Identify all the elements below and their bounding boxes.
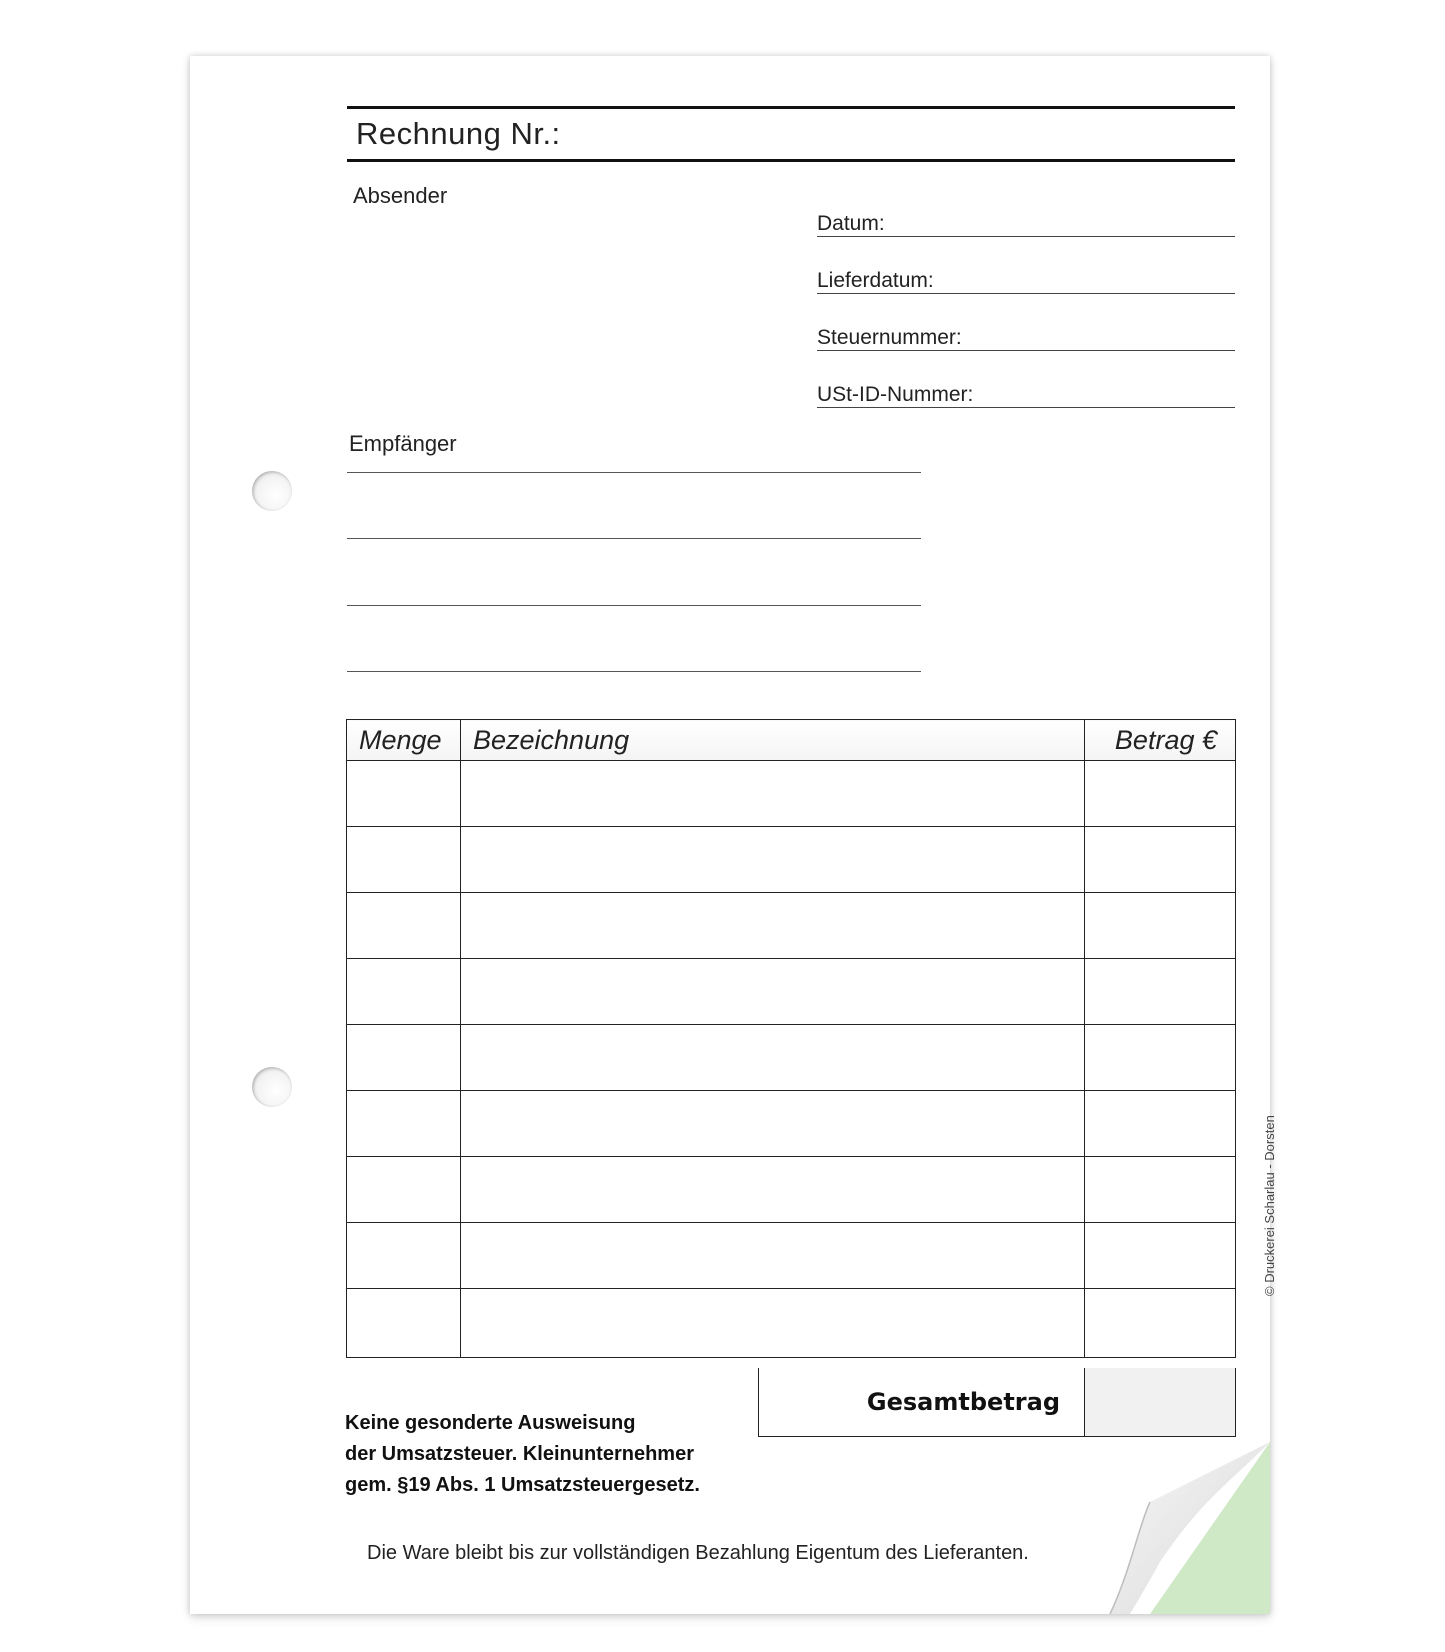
note-line: Keine gesonderte Ausweisung [345,1412,636,1434]
quantity-cell[interactable] [347,827,461,893]
quantity-cell[interactable] [347,1289,461,1358]
quantity-cell[interactable] [347,1091,461,1157]
table-row [347,1289,1236,1358]
recipient-line[interactable] [347,671,921,672]
title-rule-top [347,106,1235,109]
delivery-date-field[interactable] [817,263,1235,294]
amount-cell[interactable] [1085,761,1236,827]
table-row [347,959,1236,1025]
description-cell[interactable] [461,893,1085,959]
quantity-cell[interactable] [347,1223,461,1289]
delivery-date-label: Lieferdatum: [817,269,934,292]
quantity-cell[interactable] [347,1157,461,1223]
total-amount-label: Gesamtbetrag [866,1388,1060,1416]
note-line: gem. §19 Abs. 1 Umsatzsteuergesetz. [345,1474,700,1496]
table-row [347,1091,1236,1157]
tax-number-label: Steuernummer: [817,326,962,349]
description-cell[interactable] [461,1091,1085,1157]
column-header-description: Bezeichnung [461,720,1085,761]
invoice-form-sheet [190,56,1277,1614]
recipient-line[interactable] [347,472,921,473]
recipient-line[interactable] [347,605,921,606]
retention-of-title-notice: Die Ware bleibt bis zur vollständigen Bezahlung Eigentum des Lieferanten. [367,1542,1029,1564]
line-items-table [346,719,1236,1358]
column-header-amount: Betrag € [1085,720,1236,761]
printer-imprint: © Druckerei Scharlau - Dorsten [1262,1115,1277,1296]
table-row [347,1157,1236,1223]
title-rule-bottom [347,159,1235,162]
amount-cell[interactable] [1085,1223,1236,1289]
column-header-quantity: Menge [347,720,461,761]
amount-cell[interactable] [1085,827,1236,893]
quantity-cell[interactable] [347,893,461,959]
description-cell[interactable] [461,959,1085,1025]
quantity-cell[interactable] [347,1025,461,1091]
table-row [347,761,1236,827]
page-curl-corner [1080,1442,1270,1614]
amount-cell[interactable] [1085,1091,1236,1157]
table-row [347,893,1236,959]
sender-label: Absender [353,183,448,208]
note-line: der Umsatzsteuer. Kleinunternehmer [345,1443,694,1465]
recipient-label: Empfänger [349,431,457,456]
description-cell[interactable] [461,1157,1085,1223]
table-row [347,1025,1236,1091]
date-label: Datum: [817,212,885,235]
table-row [347,1223,1236,1289]
recipient-line[interactable] [347,538,921,539]
amount-cell[interactable] [1085,959,1236,1025]
description-cell[interactable] [461,1289,1085,1358]
punch-hole-top [252,471,292,511]
total-amount-box [758,1368,1236,1437]
table-row [347,827,1236,893]
quantity-cell[interactable] [347,959,461,1025]
small-business-note [345,1408,765,1501]
quantity-cell[interactable] [347,761,461,827]
amount-cell[interactable] [1085,1025,1236,1091]
total-amount-value[interactable] [1084,1368,1235,1436]
punch-hole-bottom [252,1067,292,1107]
amount-cell[interactable] [1085,1157,1236,1223]
tax-number-field[interactable] [817,320,1235,351]
description-cell[interactable] [461,827,1085,893]
vat-id-field[interactable] [817,377,1235,408]
amount-cell[interactable] [1085,1289,1236,1358]
description-cell[interactable] [461,1025,1085,1091]
table-header-row [347,720,1236,761]
date-field[interactable] [817,206,1235,237]
amount-cell[interactable] [1085,893,1236,959]
invoice-number-title: Rechnung Nr.: [356,116,561,151]
description-cell[interactable] [461,1223,1085,1289]
description-cell[interactable] [461,761,1085,827]
vat-id-label: USt-ID-Nummer: [817,383,974,406]
